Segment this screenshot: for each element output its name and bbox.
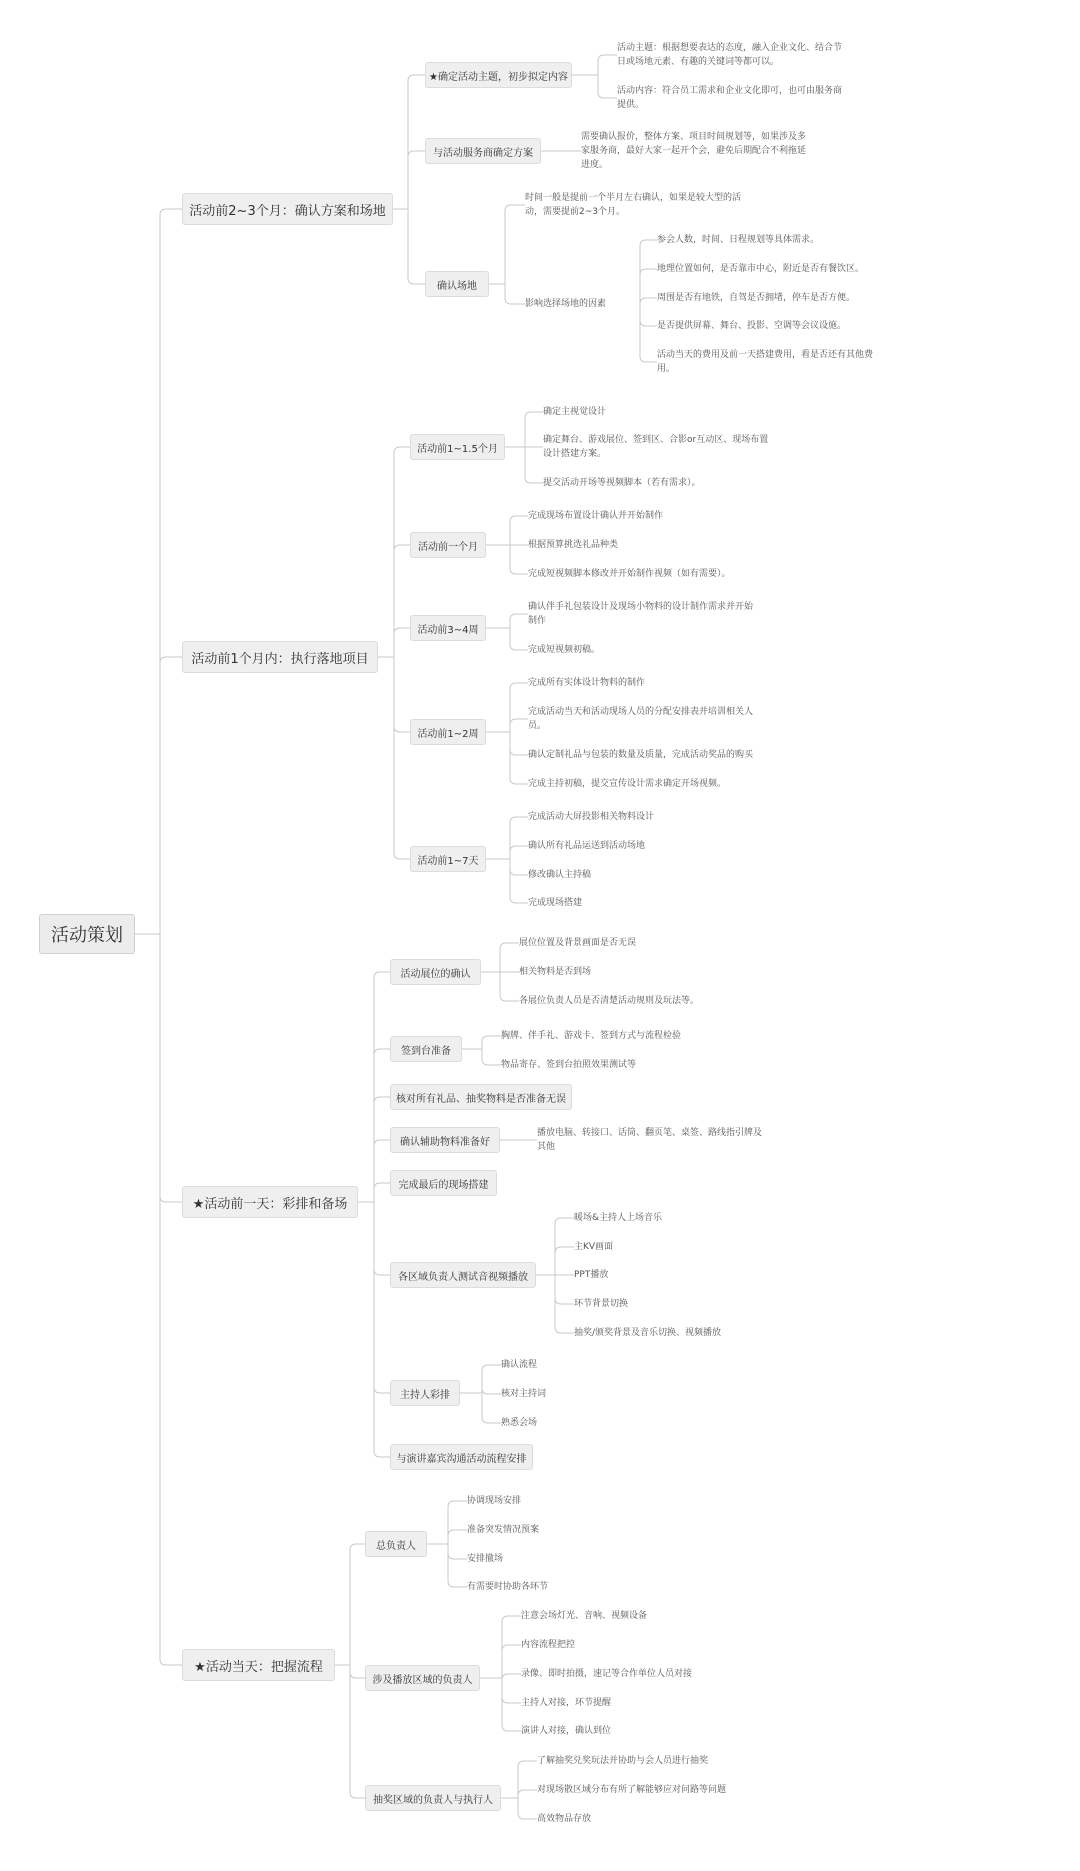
- leaf-host-liaison: 主持人对接，环节提醒: [521, 1698, 612, 1708]
- node-venue-factors[interactable]: 影响选择场地的因素: [525, 299, 607, 309]
- leaf-factor-cost: 活动当天的费用及前一天搭建费用，看是否还有其他费 用。: [657, 350, 874, 374]
- leaf-signin-test: 物品寄存、签到台拍照效果测试等: [501, 1060, 637, 1070]
- leaf-teardown: 安排撤场: [467, 1554, 504, 1564]
- leaf-screen-materials: 完成活动大屏投影相关物料设计: [528, 812, 655, 822]
- leaf-av-equipment: 注意会场灯光、音响、视频设备: [521, 1611, 648, 1621]
- leaf-contingency: 准备突发情况预案: [467, 1525, 540, 1535]
- node-lottery-manager[interactable]: 抽奖区域的负责人与执行人: [365, 1785, 501, 1811]
- node-1-7-days[interactable]: 活动前1~7天: [410, 846, 486, 872]
- leaf-bg-switch: 环节背景切换: [574, 1299, 629, 1309]
- leaf-booth-staff: 各展位负责人员是否清楚活动规则及玩法等。: [519, 996, 700, 1006]
- leaf-recording: 录像、即时拍摄，速记等合作单位人员对接: [521, 1669, 693, 1679]
- node-general-manager[interactable]: 总负责人: [365, 1531, 427, 1557]
- branch-1-month[interactable]: 活动前1个月内：执行落地项目: [182, 641, 378, 673]
- leaf-aux-list: 播放电脑、转接口、话筒、翻页笔、桌签、路线指引牌及 其他: [537, 1128, 763, 1152]
- leaf-host-draft: 完成主持初稿，提交宣传设计需求确定开场视频。: [528, 779, 727, 789]
- node-av-test[interactable]: 各区域负责人测试音视频播放: [390, 1262, 536, 1288]
- node-check-gifts[interactable]: 核对所有礼品、抽奖物料是否准备无误: [390, 1084, 572, 1110]
- leaf-physical-materials: 完成所有实体设计物料的制作: [528, 678, 646, 688]
- leaf-speaker-liaison: 演讲人对接，确认到位: [521, 1726, 612, 1736]
- leaf-content: 活动内容：符合员工需求和企业文化即可，也可由服务商 提供。: [617, 86, 843, 110]
- node-speaker-sync[interactable]: 与演讲嘉宾沟通活动流程安排: [390, 1444, 533, 1470]
- leaf-stage-design: 确定舞台、游戏展位、签到区、合影or互动区、现场布置 设计搭建方案。: [543, 435, 769, 459]
- branch-event-day[interactable]: ★活动当天：把握流程: [182, 1649, 335, 1681]
- leaf-factor-attendance: 参会人数，时间、日程规划等具体需求。: [657, 235, 820, 245]
- leaf-booth-materials: 相关物料是否到场: [519, 967, 592, 977]
- leaf-lottery-rules: 了解抽奖兑奖玩法并协助与会人员进行抽奖: [537, 1756, 709, 1766]
- branch-2-3-months[interactable]: 活动前2~3个月：确认方案和场地: [182, 193, 393, 225]
- node-1-2-weeks[interactable]: 活动前1~2周: [410, 719, 486, 745]
- leaf-factor-transport: 周围是否有地铁，自驾是否拥堵，停车是否方便。: [657, 293, 856, 303]
- leaf-video-script: 提交活动开场等视频脚本（若有需求）。: [543, 478, 701, 488]
- node-1-1.5-months[interactable]: 活动前1~1.5个月: [410, 434, 505, 460]
- node-final-build[interactable]: 完成最后的现场搭建: [390, 1170, 497, 1196]
- leaf-theme: 活动主题：根据想要表达的态度，融入企业文化、结合节 日或场地元素、有趣的关键词等都可以。: [617, 43, 843, 67]
- leaf-onsite-design: 完成现场布置设计确认并开始制作: [528, 511, 664, 521]
- leaf-video-production: 完成短视频脚本修改并开始制作视频（如有需要）。: [528, 569, 731, 579]
- leaf-factor-facilities: 是否提供屏幕、舞台、投影、空调等会议设施。: [657, 321, 847, 331]
- leaf-main-kv: 主KV画面: [574, 1242, 614, 1252]
- node-host-rehearsal[interactable]: 主持人彩排: [390, 1380, 460, 1406]
- leaf-assist: 有需要时协助各环节: [467, 1582, 549, 1592]
- leaf-coordinate: 协调现场安排: [467, 1496, 522, 1506]
- leaf-signin-items: 胸牌、伴手礼、游戏卡、签到方式与流程检验: [501, 1031, 682, 1041]
- leaf-factor-location: 地理位置如何，是否靠市中心，附近是否有餐饮区。: [657, 264, 865, 274]
- node-booth-check[interactable]: 活动展位的确认: [390, 959, 481, 985]
- leaf-confirm-flow: 确认流程: [501, 1360, 538, 1370]
- node-1-month[interactable]: 活动前一个月: [410, 532, 486, 558]
- leaf-gift-packaging: 确认伴手礼包装设计及现场小物料的设计制作需求并开始 制作: [528, 602, 754, 626]
- leaf-host-script: 修改确认主持稿: [528, 870, 592, 880]
- leaf-lottery-media: 抽奖/颁奖背景及音乐切换、视频播放: [574, 1328, 722, 1338]
- node-3-4-weeks[interactable]: 活动前3~4周: [410, 615, 486, 641]
- leaf-storage: 高效物品存放: [537, 1814, 592, 1824]
- node-playback-manager[interactable]: 涉及播放区域的负责人: [365, 1665, 480, 1691]
- leaf-main-visual: 确定主视觉设计: [543, 407, 607, 417]
- leaf-video-draft: 完成短视频初稿。: [528, 645, 601, 655]
- leaf-onsite-build: 完成现场搭建: [528, 898, 583, 908]
- leaf-check-script: 核对主持词: [501, 1389, 547, 1399]
- node-signin-desk[interactable]: 签到台准备: [390, 1036, 462, 1062]
- node-vendor-plan[interactable]: 与活动服务商确定方案: [425, 138, 541, 164]
- node-confirm-theme[interactable]: ★确定活动主题，初步拟定内容: [425, 62, 572, 88]
- leaf-content-flow: 内容流程把控: [521, 1640, 576, 1650]
- leaf-booth-position: 展位位置及背景画面是否无误: [519, 938, 637, 948]
- leaf-gifts-delivered: 确认所有礼品运送到活动场地: [528, 841, 646, 851]
- branch-day-before[interactable]: ★活动前一天：彩排和备场: [182, 1186, 358, 1218]
- leaf-directions: 对现场散区域分布有所了解能够应对问路等问题: [537, 1785, 727, 1795]
- leaf-vendor-plan: 需要确认报价，整体方案、项目时间规划等，如果涉及多 家服务商，最好大家一起开个会，避免后期配合不利拖延 进度。: [581, 132, 807, 170]
- leaf-warmup-music: 暖场&主持人上场音乐: [574, 1213, 663, 1223]
- leaf-know-venue: 熟悉会场: [501, 1418, 538, 1428]
- node-aux-materials[interactable]: 确认辅助物料准备好: [390, 1127, 500, 1153]
- leaf-ppt: PPT播放: [574, 1270, 609, 1280]
- node-confirm-venue[interactable]: 确认场地: [425, 271, 489, 297]
- leaf-staff-schedule: 完成活动当天和活动现场人员的分配安排表并培训相关人 员。: [528, 707, 754, 731]
- leaf-custom-gifts: 确认定制礼品与包装的数量及质量，完成活动奖品的购买: [528, 750, 754, 760]
- leaf-gift-types: 根据预算挑选礼品种类: [528, 540, 619, 550]
- leaf-venue-timing: 时间一般是提前一个半月左右确认，如果是较大型的活 动，需要提前2~3个月。: [525, 193, 742, 217]
- root-node[interactable]: 活动策划: [39, 914, 135, 954]
